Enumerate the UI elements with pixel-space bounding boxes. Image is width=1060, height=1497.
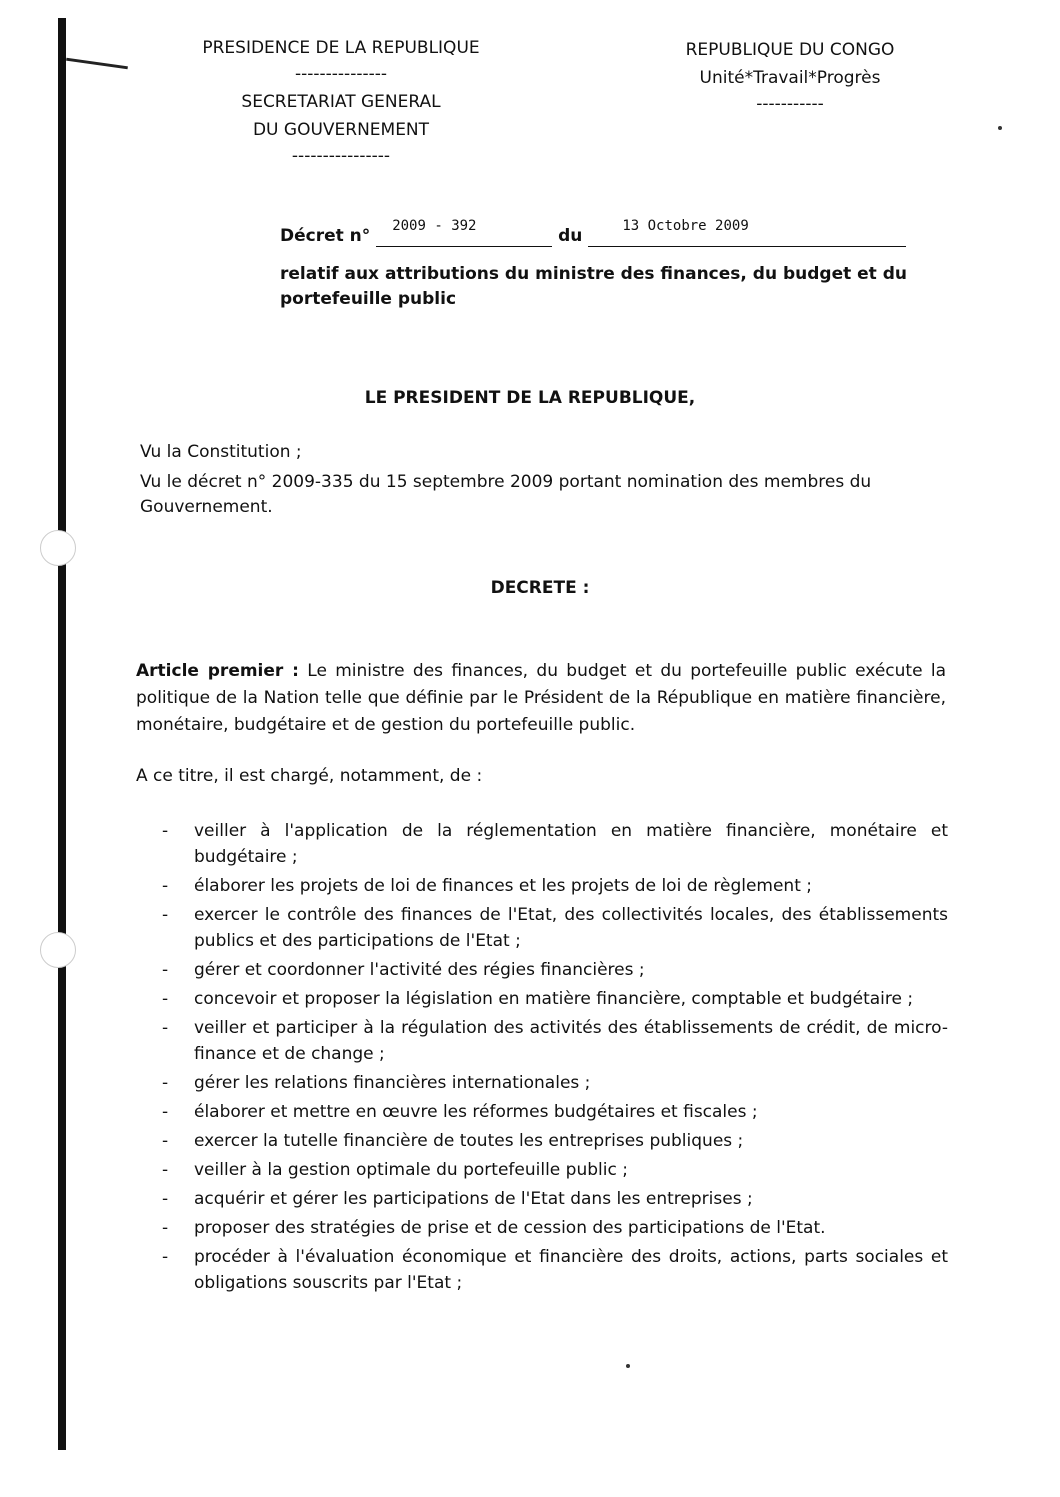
- list-item: [162, 1244, 948, 1296]
- bullet: -: [162, 1102, 169, 1122]
- list-item: [162, 1070, 948, 1096]
- punch-hole-bottom: [40, 932, 76, 968]
- bullet: -: [162, 1073, 169, 1093]
- decree-number-field: [376, 218, 552, 247]
- bullet: -: [162, 1218, 169, 1238]
- bullet: -: [162, 1160, 169, 1180]
- tasks-intro: A ce titre, il est chargé, notamment, de :: [136, 766, 483, 786]
- vu-decret: Vu le décret n° 2009-335 du 15 septembre 2009 portant nomination des membres du Gouvernement.: [140, 472, 872, 517]
- scan-dot: [626, 1364, 630, 1368]
- bullet: -: [162, 989, 169, 1009]
- decree-number: 2009 - 392: [392, 218, 477, 234]
- bullet: -: [162, 1131, 169, 1151]
- header-separator: ---------------: [294, 64, 387, 84]
- task-text: élaborer les projets de loi de finances et les projets de loi de règlement ;: [194, 876, 813, 896]
- decree-prefix: Décret n°: [280, 226, 371, 246]
- list-item: [162, 818, 948, 870]
- decree-date-field: [588, 218, 906, 247]
- task-text: procéder à l'évaluation économique et financière des droits, actions, parts sociales et obligations souscrits par l'Etat ;: [194, 1247, 948, 1293]
- bullet: -: [162, 876, 169, 896]
- decree-du: du: [558, 226, 583, 246]
- header-separator: -----------: [756, 94, 824, 114]
- bullet: -: [162, 1189, 169, 1209]
- article-text: Le ministre des finances, du budget et du portefeuille public exécute la politique de la Nation telle que définie par le Président de la République en matière financière, monétaire, budgétaire et de gestion du portefeuille public.: [136, 661, 947, 735]
- header-secretariat: SECRETARIAT GENERAL: [241, 92, 441, 112]
- vu-constitution: Vu la Constitution ;: [140, 442, 302, 462]
- task-text: acquérir et gérer les participations de l'Etat dans les entreprises ;: [194, 1189, 753, 1209]
- header-republique: REPUBLIQUE DU CONGO: [685, 40, 895, 60]
- list-item: [162, 1015, 948, 1067]
- president-heading: LE PRESIDENT DE LA REPUBLIQUE,: [364, 388, 696, 408]
- task-text: proposer des stratégies de prise et de cession des participations de l'Etat.: [194, 1218, 826, 1238]
- bullet: -: [162, 821, 169, 841]
- task-text: exercer le contrôle des finances de l'Etat, des collectivités locales, des établissements publics et des participations de l'Etat ;: [194, 905, 948, 951]
- bullet: -: [162, 1247, 169, 1267]
- task-text: gérer les relations financières internationales ;: [194, 1073, 591, 1093]
- list-item: [162, 1128, 948, 1154]
- decree-line: [280, 218, 906, 247]
- article-label: Article premier :: [136, 661, 299, 681]
- list-item: [162, 957, 948, 983]
- header-presidence: PRESIDENCE DE LA REPUBLIQUE: [202, 38, 480, 58]
- staple-mark: [66, 58, 128, 70]
- task-text: exercer la tutelle financière de toutes les entreprises publiques ;: [194, 1131, 744, 1151]
- list-item: [162, 1215, 948, 1241]
- binding-bar: [58, 18, 66, 1450]
- task-text: élaborer et mettre en œuvre les réformes budgétaires et fiscales ;: [194, 1102, 758, 1122]
- task-text: gérer et coordonner l'activité des régies financières ;: [194, 960, 645, 980]
- decree-date: 13 Octobre 2009: [622, 218, 749, 234]
- decree-subject: relatif aux attributions du ministre des finances, du budget et du portefeuille public: [280, 264, 907, 309]
- bullet: -: [162, 960, 169, 980]
- header-separator: ----------------: [291, 146, 391, 166]
- task-text: concevoir et proposer la législation en matière financière, comptable et budgétaire ;: [194, 989, 914, 1009]
- bullet: -: [162, 1018, 169, 1038]
- header-motto: Unité*Travail*Progrès: [699, 68, 881, 88]
- task-text: veiller et participer à la régulation des activités des établissements de crédit, de micro-finance et de change ;: [194, 1018, 948, 1064]
- punch-hole-top: [40, 530, 76, 566]
- tasks-list: [162, 818, 948, 1299]
- list-item: [162, 1186, 948, 1212]
- header-gouvernement: DU GOUVERNEMENT: [252, 120, 430, 140]
- decrete-heading: DECRETE :: [490, 578, 590, 598]
- list-item: [162, 986, 948, 1012]
- list-item: [162, 902, 948, 954]
- scan-dot: [998, 126, 1002, 130]
- list-item: [162, 1099, 948, 1125]
- article-premier: [136, 658, 946, 739]
- list-item: [162, 1157, 948, 1183]
- bullet: -: [162, 905, 169, 925]
- list-item: [162, 873, 948, 899]
- task-text: veiller à la gestion optimale du portefeuille public ;: [194, 1160, 628, 1180]
- task-text: veiller à l'application de la réglementation en matière financière, monétaire et budgétaire ;: [194, 821, 948, 867]
